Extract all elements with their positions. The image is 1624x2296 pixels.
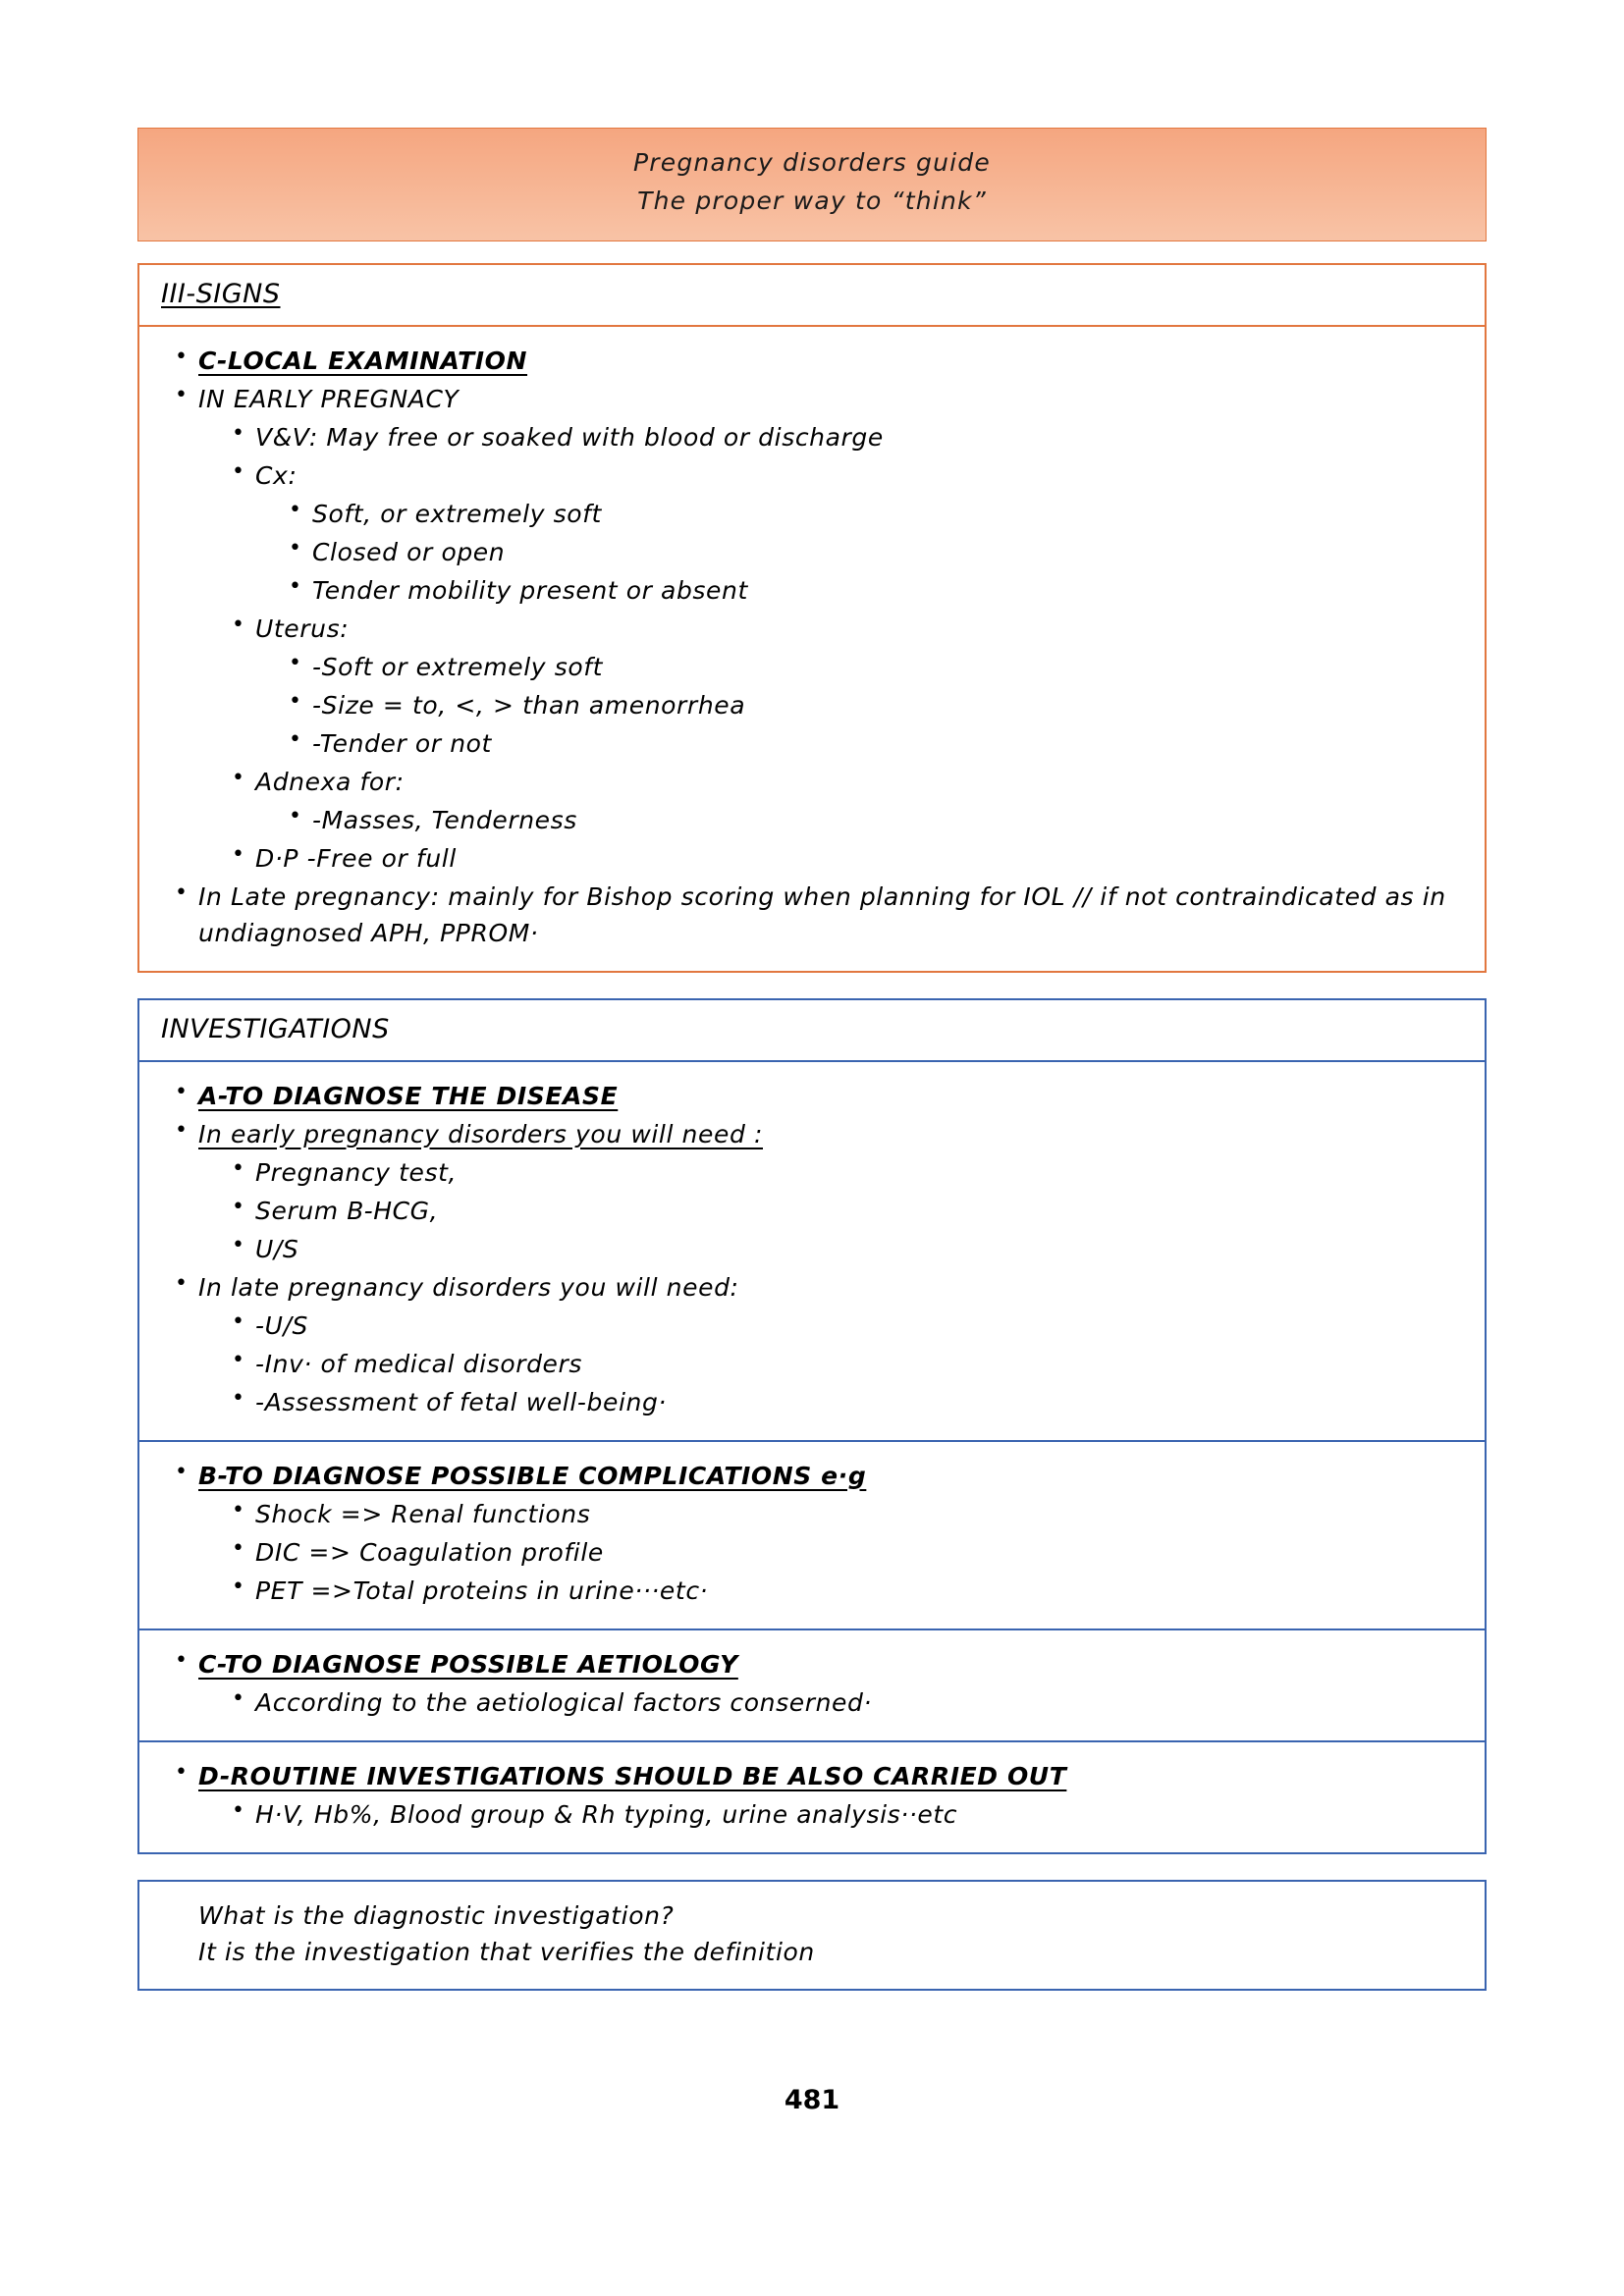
list-item xyxy=(165,1758,1459,1794)
list-item: • Pregnancy test, xyxy=(222,1154,1459,1191)
list-item: • Shock => Renal functions xyxy=(222,1496,1459,1532)
list-item: • H·V, Hb%, Blood group & Rh typing, urine analysis··etc xyxy=(222,1796,1459,1833)
investigations-group-b xyxy=(139,1442,1485,1629)
investigations-section-title: INVESTIGATIONS xyxy=(161,1013,390,1044)
question-line-2: It is the investigation that verifies the definition xyxy=(198,1938,815,1966)
list-item: • According to the aetiological factors conserned· xyxy=(222,1684,1459,1721)
investigations-section xyxy=(137,998,1487,1854)
banner-title-line-2: The proper way to “think” xyxy=(637,186,987,215)
section-gap-2 xyxy=(137,1854,1487,1880)
list-item: • IN EARLY PREGNACY xyxy=(165,381,1459,417)
list-item xyxy=(165,1078,1459,1114)
list-item xyxy=(165,1116,1459,1152)
group-c-heading: C-TO DIAGNOSE POSSIBLE AETIOLOGY xyxy=(198,1649,738,1679)
investigations-group-c xyxy=(139,1630,1485,1740)
group-a-heading: A-TO DIAGNOSE THE DISEASE xyxy=(198,1081,619,1110)
group-b-heading: B-TO DIAGNOSE POSSIBLE COMPLICATIONS e·g xyxy=(198,1461,867,1490)
page-number: 481 xyxy=(784,2084,840,2115)
list-item: • In Late pregnancy: mainly for Bishop scoring when planning for IOL // if not contraindicated as in undiagnosed APH, PPROM· xyxy=(165,879,1459,951)
list-item: • -Inv· of medical disorders xyxy=(222,1346,1459,1382)
list-item: • Cx: xyxy=(222,457,1459,494)
list-item: • V&V: May free or soaked with blood or discharge xyxy=(222,419,1459,455)
list-item: • -Soft or extremely soft xyxy=(279,649,1459,685)
group-a-subheading: In early pregnancy disorders you will need : xyxy=(198,1119,763,1148)
list-item: • Closed or open xyxy=(279,534,1459,570)
group-a-list xyxy=(165,1078,1459,1420)
list-item xyxy=(165,1458,1459,1494)
list-item: • Tender mobility present or absent xyxy=(279,572,1459,609)
group-d-list xyxy=(165,1758,1459,1833)
list-item xyxy=(165,343,1459,379)
group-b-list xyxy=(165,1458,1459,1609)
group-d-heading: D-ROUTINE INVESTIGATIONS SHOULD BE ALSO CARRIED OUT xyxy=(198,1761,1067,1790)
signs-section-title xyxy=(139,265,1485,325)
signs-section-body xyxy=(139,327,1485,971)
investigations-group-a xyxy=(139,1062,1485,1440)
signs-section xyxy=(137,263,1487,973)
group-c-list xyxy=(165,1646,1459,1721)
list-item: • -Assessment of fetal well-being· xyxy=(222,1384,1459,1420)
list-item: • U/S xyxy=(222,1231,1459,1267)
list-item: • -Masses, Tenderness xyxy=(279,802,1459,838)
section-gap xyxy=(137,973,1487,998)
list-item: • -Tender or not xyxy=(279,725,1459,762)
list-item: • In late pregnancy disorders you will need: xyxy=(165,1269,1459,1306)
list-item: • Adnexa for: xyxy=(222,764,1459,800)
page-header-banner xyxy=(137,128,1487,241)
list-item: • Soft, or extremely soft xyxy=(279,496,1459,532)
signs-local-exam-heading: C-LOCAL EXAMINATION xyxy=(198,346,528,375)
list-item: • Serum B-HCG, xyxy=(222,1193,1459,1229)
list-item: • -Size = to, <, > than amenorrhea xyxy=(279,687,1459,723)
question-line-1: What is the diagnostic investigation? xyxy=(198,1900,675,1930)
question-callout-box xyxy=(137,1880,1487,1991)
list-item: • DIC => Coagulation profile xyxy=(222,1534,1459,1571)
banner-title-line-1: Pregnancy disorders guide xyxy=(633,148,991,177)
list-item xyxy=(165,1646,1459,1682)
list-item: • PET =>Total proteins in urine···etc· xyxy=(222,1573,1459,1609)
list-item: • Uterus: xyxy=(222,611,1459,647)
list-item: • -U/S xyxy=(222,1308,1459,1344)
investigations-group-d xyxy=(139,1742,1485,1852)
signs-list xyxy=(165,343,1459,951)
signs-section-title-text: III-SIGNS xyxy=(161,278,281,309)
list-item: • D·P -Free or full xyxy=(222,840,1459,877)
